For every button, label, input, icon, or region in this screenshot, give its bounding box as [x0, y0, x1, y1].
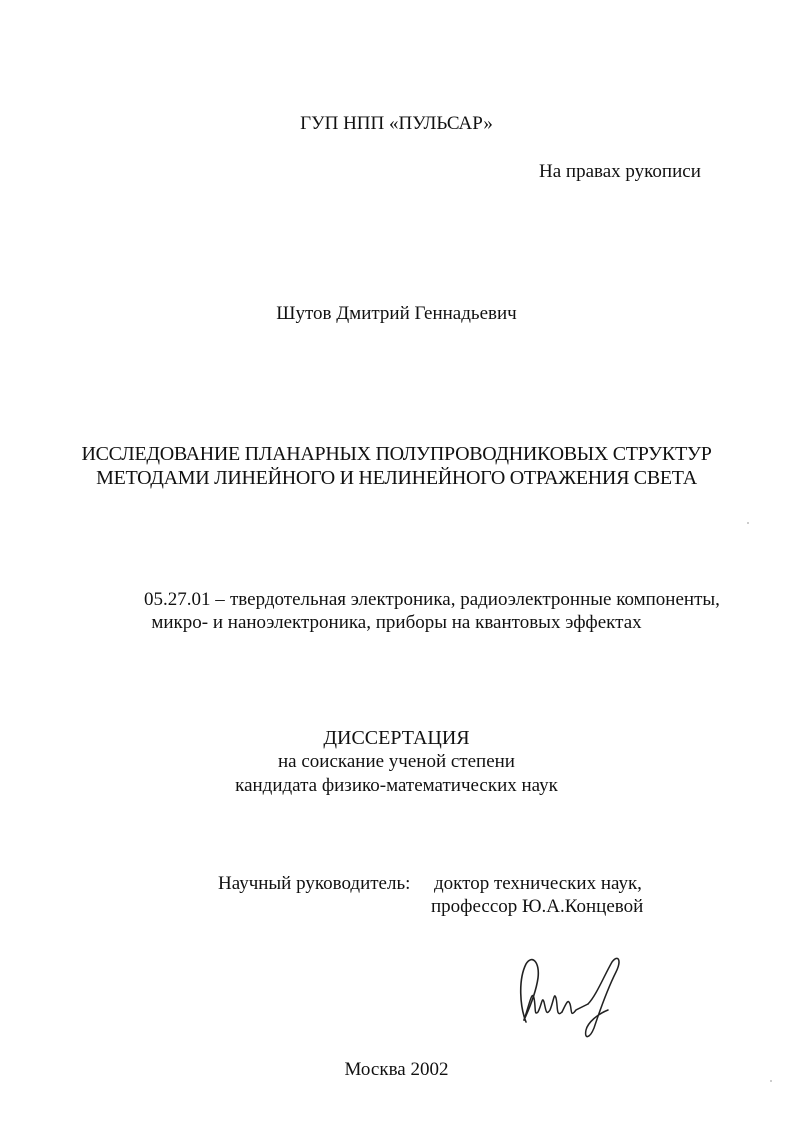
supervisor-label: Научный руководитель: — [218, 873, 411, 894]
supervisor-name: профессор Ю.А.Концевой — [431, 896, 644, 917]
scan-speck — [747, 522, 749, 524]
handwritten-signature — [512, 952, 630, 1042]
dissertation-title-line-1: ИССЛЕДОВАНИЕ ПЛАНАРНЫХ ПОЛУПРОВОДНИКОВЫХ СТРУКТУР — [81, 443, 712, 465]
specialty-line-2: микро- и наноэлектроника, приборы на квантовых эффектах — [151, 612, 642, 633]
specialty-line-1: твердотельная электроника, радиоэлектронные компоненты, — [230, 589, 720, 610]
degree-line-1: на соискание ученой степени — [278, 751, 515, 772]
dissertation-title-line-2: МЕТОДАМИ ЛИНЕЙНОГО И НЕЛИНЕЙНОГО ОТРАЖЕНИЯ СВЕТА — [96, 467, 697, 489]
city-and-year: Москва 2002 — [344, 1059, 449, 1080]
specialty-code: 05.27.01 – — [144, 589, 225, 610]
scan-speck — [770, 1080, 772, 1082]
supervisor-title: доктор технических наук, — [434, 873, 642, 894]
organization-name: ГУП НПП «ПУЛЬСАР» — [300, 113, 493, 134]
author-name: Шутов Дмитрий Геннадьевич — [276, 303, 517, 324]
manuscript-rights-note: На правах рукописи — [539, 161, 701, 182]
document-type-heading: ДИССЕРТАЦИЯ — [323, 727, 470, 749]
degree-line-2: кандидата физико-математических наук — [235, 775, 558, 796]
